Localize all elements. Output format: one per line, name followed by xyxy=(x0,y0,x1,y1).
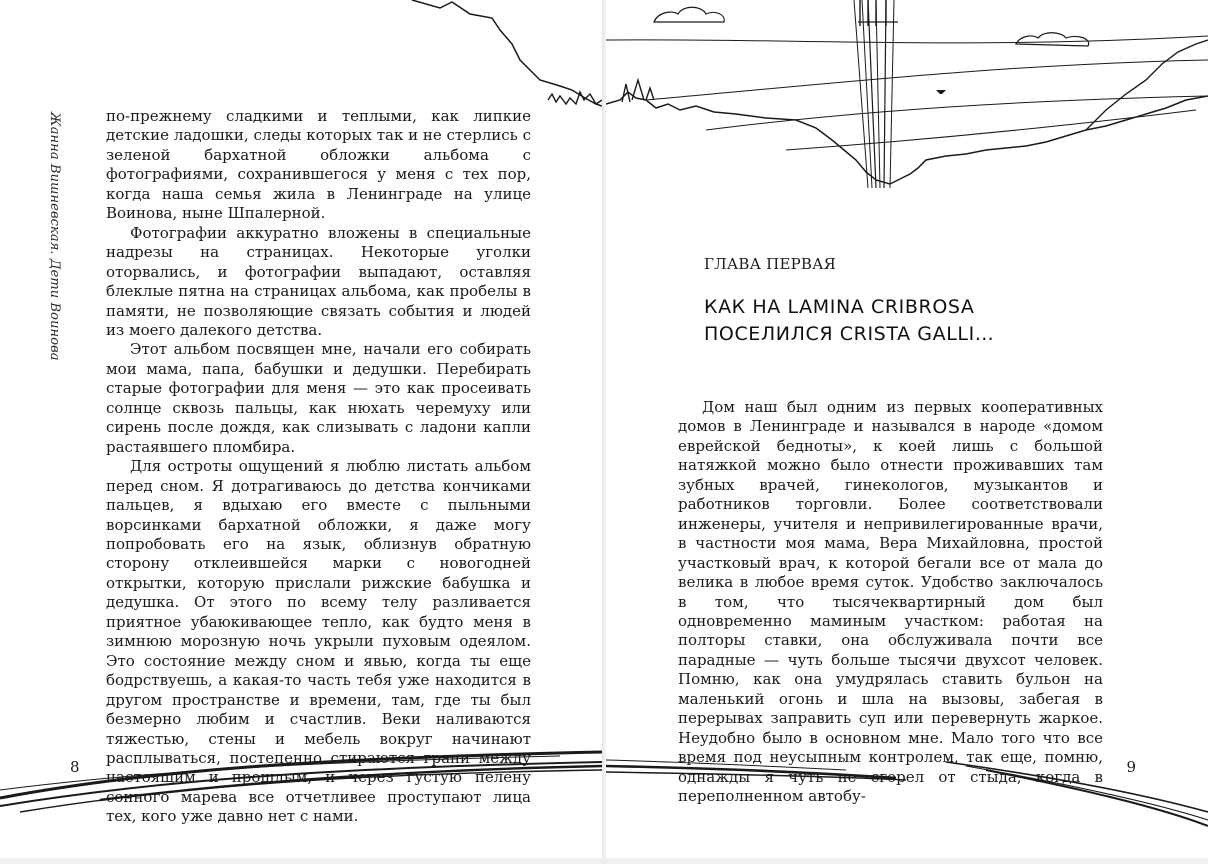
chapter-label: ГЛАВА ПЕРВАЯ xyxy=(704,255,836,273)
paragraph: Фотографии аккуратно вложены в специальные надрезы на страницах. Некоторые уголки оторвались, и фотографии выпадают, оставляя блеклые пятна на страницах альбома, как пробелы в памяти, не позволяющие связать события и людей из моего далекого детства. xyxy=(106,223,531,339)
left-page xyxy=(0,0,602,864)
left-page-body xyxy=(106,107,531,827)
chapter-title-line: ПОСЕЛИЛСЯ CRISTA GALLI… xyxy=(704,323,995,345)
paragraph: Для остроты ощущений я люблю листать альбом перед сном. Я дотрагиваюсь до детства кончиками пальцев, я вдыхаю его вместе с пыльными ворсинками бархатной обложки, я даже могу попробовать его на язык, облизнув обратную сторону отклеившейся марки с новогодней открытки, которую прислали рижские бабушка и дедушка. От этого по всему телу разливается приятное убаюкивающее тепло, как будто меня в зимнюю морозную ночь укрыли пуховым одеялом. Это состояние между сном и явью, когда ты еще бодрствуешь, а какая-то часть тебя уже находится в другом пространстве и времени, там, где ты был безмерно любим и счастлив. Веки наливаются тяжестью, стены и мебель вокруг начинают расплываться, постепенно стираются грани между настоящим и прошлым, и через густую пелену сонного марева все отчетливее проступают лица тех, кого уже давно нет с нами. xyxy=(106,457,531,826)
paragraph: Дом наш был одним из первых кооперативных домов в Ленинграде и назывался в народе «домом еврейской бедноты», к коей лишь с большой натяжкой можно было отнести проживавших там зубных врачей, гинекологов, музыкантов и работников торговли. Более соответствовали инженеры, учителя и непривилегированные врачи, в частности моя мама, Вера Михайловна, простой участковый врач, к которой бегали все от мала до велика в любое время суток. Удобство заключалось в том, что тысячеквартирный дом был одновременно маминым участком: работая на полторы ставки, она обслуживала почти все парадные — чуть больше тысячи двухсот человек. Помню, как она умудрялась ставить бульон на маленький огонь и шла на вызовы, забегая в перерывах заправить суп или перевернуть жаркое. Неудобно было в основном мне. Мало того что все время под неусыпным контролем, так еще, помню, однажды я чуть не сгорел от стыда, когда в переполненном автобу- xyxy=(678,398,1103,806)
right-page xyxy=(606,0,1208,864)
chapter-title-line: КАК НА LAMINA CRIBROSA xyxy=(704,296,975,318)
right-page-body xyxy=(678,398,1103,807)
paragraph: по-прежнему сладкими и теплыми, как липкие детские ладошки, следы которых так и не стерлись с зеленой бархатной обложки альбома с фотографиями, сохранившегося у меня с тех пор, когда наша семья жила в Ленинграде на улице Воинова, ныне Шпалерной. xyxy=(106,107,531,223)
paragraph: Этот альбом посвящен мне, начали его собирать мои мама, папа, бабушки и дедушки. Перебирать старые фотографии для меня — это как просеивать солнце сквозь пальцы, как нюхать черемуху или сирень после дождя, как слизывать с ладони капли растаявшего пломбира. xyxy=(106,340,531,456)
page-number: 9 xyxy=(1126,758,1136,776)
bottom-edge xyxy=(0,858,1208,864)
chapter-title xyxy=(704,294,1144,348)
running-head: Жанна Вишневская. Дети Воинова xyxy=(47,112,62,361)
page-number: 8 xyxy=(70,758,80,776)
